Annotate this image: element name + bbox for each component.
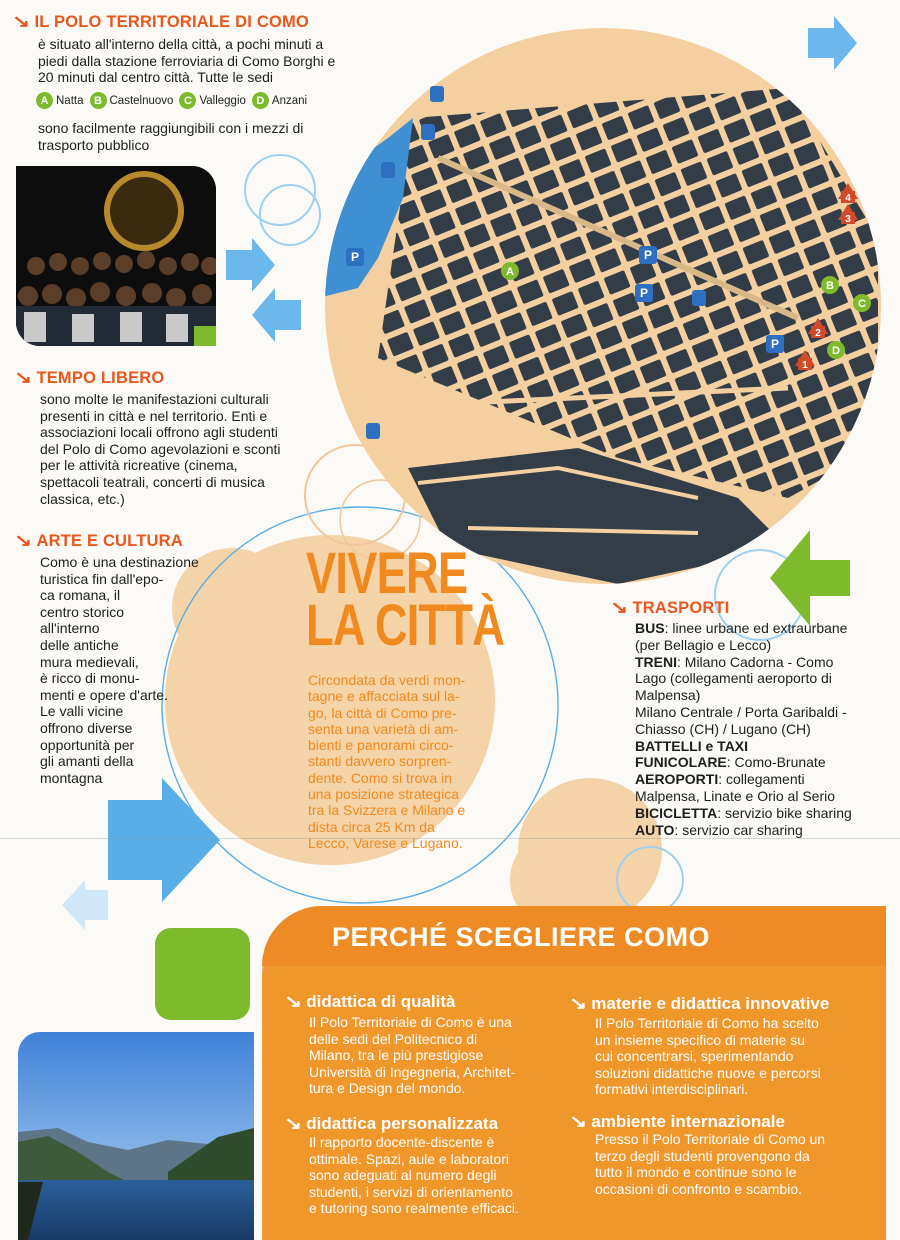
sede-badge: A — [36, 92, 53, 109]
trasporti-item — [635, 822, 897, 839]
arte-text: Como è una destinazione turistica fin dall'epo- ca romana, il centro storico all'interno delle antiche mura medievali, è ricco di monu- menti e opere d'arte. Le valli vicine offrono diverse opportunità per gli amanti della montagna — [40, 554, 199, 786]
perche-block-title-text: didattica di qualità — [306, 992, 456, 1011]
perche-block-title-text: didattica personalizzata — [306, 1114, 499, 1133]
orange-arrow-icon: ↘ — [14, 531, 33, 550]
trasporti-item-label: FUNICOLARE — [635, 754, 727, 771]
trasporti-item-label: BATTELLI e TAXI — [635, 737, 749, 754]
trasporti-item — [635, 805, 897, 822]
site-marker-a-label: A — [506, 266, 514, 278]
sede-name: Natta — [56, 94, 84, 107]
bus-stop-icon — [692, 290, 706, 306]
arte-title-text: ARTE E CULTURA — [36, 532, 183, 550]
trasporti-item-label: AUTO — [635, 821, 675, 838]
tempo-libero-title — [16, 368, 164, 388]
trasporti-item — [635, 738, 897, 755]
trasporti-item — [635, 771, 897, 805]
parking-icon-label: P — [350, 250, 360, 264]
parking-icon — [766, 335, 784, 353]
parking-icon — [639, 246, 657, 264]
white-arrow-icon: ↘ — [284, 992, 303, 1011]
sede-name: Valleggio — [199, 94, 246, 107]
sede-valleggio — [179, 92, 245, 109]
trasporti-item-label: TRENI — [635, 653, 677, 670]
arte-title — [16, 531, 183, 551]
trasporti-item-label: BUS — [635, 620, 665, 636]
trasporti-item-label: AEROPORTI — [635, 771, 719, 788]
parking-icon-label: P — [770, 337, 780, 351]
sede-name: Castelnuovo — [109, 94, 174, 107]
sedi-list — [36, 92, 307, 109]
perche-block-text: Il rapporto docente-discente è ottimale. Spazi, aule e laboratori sono adeguati al numero degli studenti, i servizi di orientamento e tutoring sono realmente efficaci. — [309, 1134, 519, 1216]
vivere-text: Circondata da verdi mon- tagne e affacciata sul la- go, la città di Como pre- senta una varietà di am- bienti e panorami circo- stanti davvero sorpren- dente. Como si trova in una posizione strategica tra la Svizzera e Milano e dista circa 25 Km da Lecco, Varese e Lugano. — [308, 672, 466, 851]
tempo-libero-text: sono molte le manifestazioni culturali presenti in città e nel territorio. Enti e associazioni locali offrono agli studenti del Polo di Como agevolazioni e sconti per le attività ricreative (cinema, spettacoli teatrali, concerti di musica classica, etc.) — [40, 391, 281, 507]
trasporti-item — [635, 754, 897, 771]
arrow-right-decor — [226, 238, 275, 292]
perche-block-title-text: materie e didattica innovative — [591, 994, 830, 1013]
trasporti-list — [635, 620, 897, 838]
trasporti-title — [612, 598, 730, 618]
site-marker-d — [827, 341, 845, 359]
perche-block-title — [286, 992, 456, 1012]
polo-text-1: è situato all'interno della città, a pochi minuti a piedi dalla stazione ferroviaria di Como Borghi e 20 minuti dal centro città. Tutte le sedi — [38, 36, 336, 86]
perche-block-text: Presso il Polo Territoriale di Como un terzo degli studenti provengono da tutto il mondo e continue sono le occasioni di confronto e scambio. — [595, 1131, 826, 1197]
site-marker-d-label: D — [832, 345, 840, 357]
site-marker-b-label: B — [826, 280, 834, 292]
polo-text-2: sono facilmente raggiungibili con i mezzi di trasporto pubblico — [38, 120, 304, 153]
sede-anzani — [252, 92, 307, 109]
fold-line — [0, 838, 900, 839]
sede-natta — [36, 92, 84, 109]
site-marker-b — [821, 276, 839, 294]
trasporti-item-text: : Milano Cadorna - Como Lago (collegamenti aeroporto di Malpensa) Milano Centrale / Porta Garibaldi - Chiasso (CH) / Lugano (CH) — [635, 653, 847, 737]
trasporti-item-text: : servizio car sharing — [674, 821, 803, 838]
bus-stop-icon — [430, 86, 444, 102]
white-arrow-icon: ↘ — [569, 994, 588, 1013]
sede-badge: D — [252, 92, 269, 109]
poi-marker-1-label: 1 — [802, 360, 808, 371]
poi-marker-4-label: 4 — [845, 193, 851, 204]
parking-icon — [635, 284, 653, 302]
parking-icon — [346, 248, 364, 266]
tempo-libero-title-text: TEMPO LIBERO — [36, 369, 165, 387]
bus-stop-icon — [421, 124, 435, 140]
vivere-title-line-1: VIVERE — [306, 541, 468, 606]
orange-arrow-icon: ↘ — [14, 368, 33, 387]
polo-title-text: IL POLO TERRITORIALE DI COMO — [34, 13, 309, 31]
poi-marker-2-label: 2 — [815, 328, 821, 339]
arrow-small-left-decor — [62, 880, 108, 930]
parking-icon-label: P — [639, 286, 649, 300]
vivere-title-line-2: LA CITTÀ — [306, 593, 505, 658]
lake-como-photo — [18, 1032, 254, 1240]
trasporti-item-label: BICICLETTA — [635, 804, 718, 821]
vivere-title — [306, 541, 505, 658]
white-arrow-icon: ↘ — [569, 1112, 588, 1131]
polo-title — [14, 12, 309, 32]
poi-marker-3-label: 3 — [845, 214, 851, 225]
orange-arrow-icon: ↘ — [12, 12, 31, 31]
trasporti-item-text: : collegamenti Malpensa, Linate e Orio al Serio — [635, 771, 835, 804]
arrow-left-decor — [252, 288, 301, 342]
city-map[interactable] — [318, 28, 888, 584]
perche-block-title — [571, 994, 829, 1014]
trasporti-title-text: TRASPORTI — [632, 599, 730, 617]
site-marker-a — [501, 262, 519, 280]
sede-name: Anzani — [271, 94, 308, 107]
perche-title: PERCHÉ SCEGLIERE COMO — [332, 922, 711, 952]
perche-block-title — [286, 1114, 498, 1134]
trasporti-item-text: : Como-Brunate — [726, 754, 826, 771]
site-marker-c-label: C — [858, 298, 866, 310]
site-marker-c — [853, 294, 871, 312]
parking-icon-label: P — [643, 248, 653, 262]
white-arrow-icon: ↘ — [284, 1114, 303, 1133]
bus-stop-icon — [381, 162, 395, 178]
perche-block-text: Il Polo Territoriale di Como ha scelto un insieme specifico di materie su cui concentrarsi, sperimentando soluzioni didattiche nuove e percorsi formativi interdisciplinari. — [595, 1015, 821, 1097]
orange-arrow-icon: ↘ — [610, 598, 629, 617]
sede-castelnuovo — [90, 92, 174, 109]
trasporti-item-text: : servizio bike sharing — [717, 804, 852, 821]
students-group-photo — [16, 166, 216, 346]
trasporti-item — [635, 654, 897, 738]
perche-block-title-text: ambiente internazionale — [591, 1112, 785, 1131]
trasporti-item-text: : linee urbane ed extraurbane (per Bellagio e Lecco) — [635, 620, 848, 653]
perche-block-text: Il Polo Territoriale di Como è una delle sedi del Politecnico di Milano, tra le più prestigiose Università di Ingegneria, Architet- tura e Design del mondo. — [309, 1014, 516, 1096]
perche-block-title — [571, 1112, 785, 1132]
sede-badge: C — [179, 92, 196, 109]
trasporti-item — [635, 620, 897, 654]
bus-stop-icon — [366, 423, 380, 439]
sede-badge: B — [90, 92, 107, 109]
